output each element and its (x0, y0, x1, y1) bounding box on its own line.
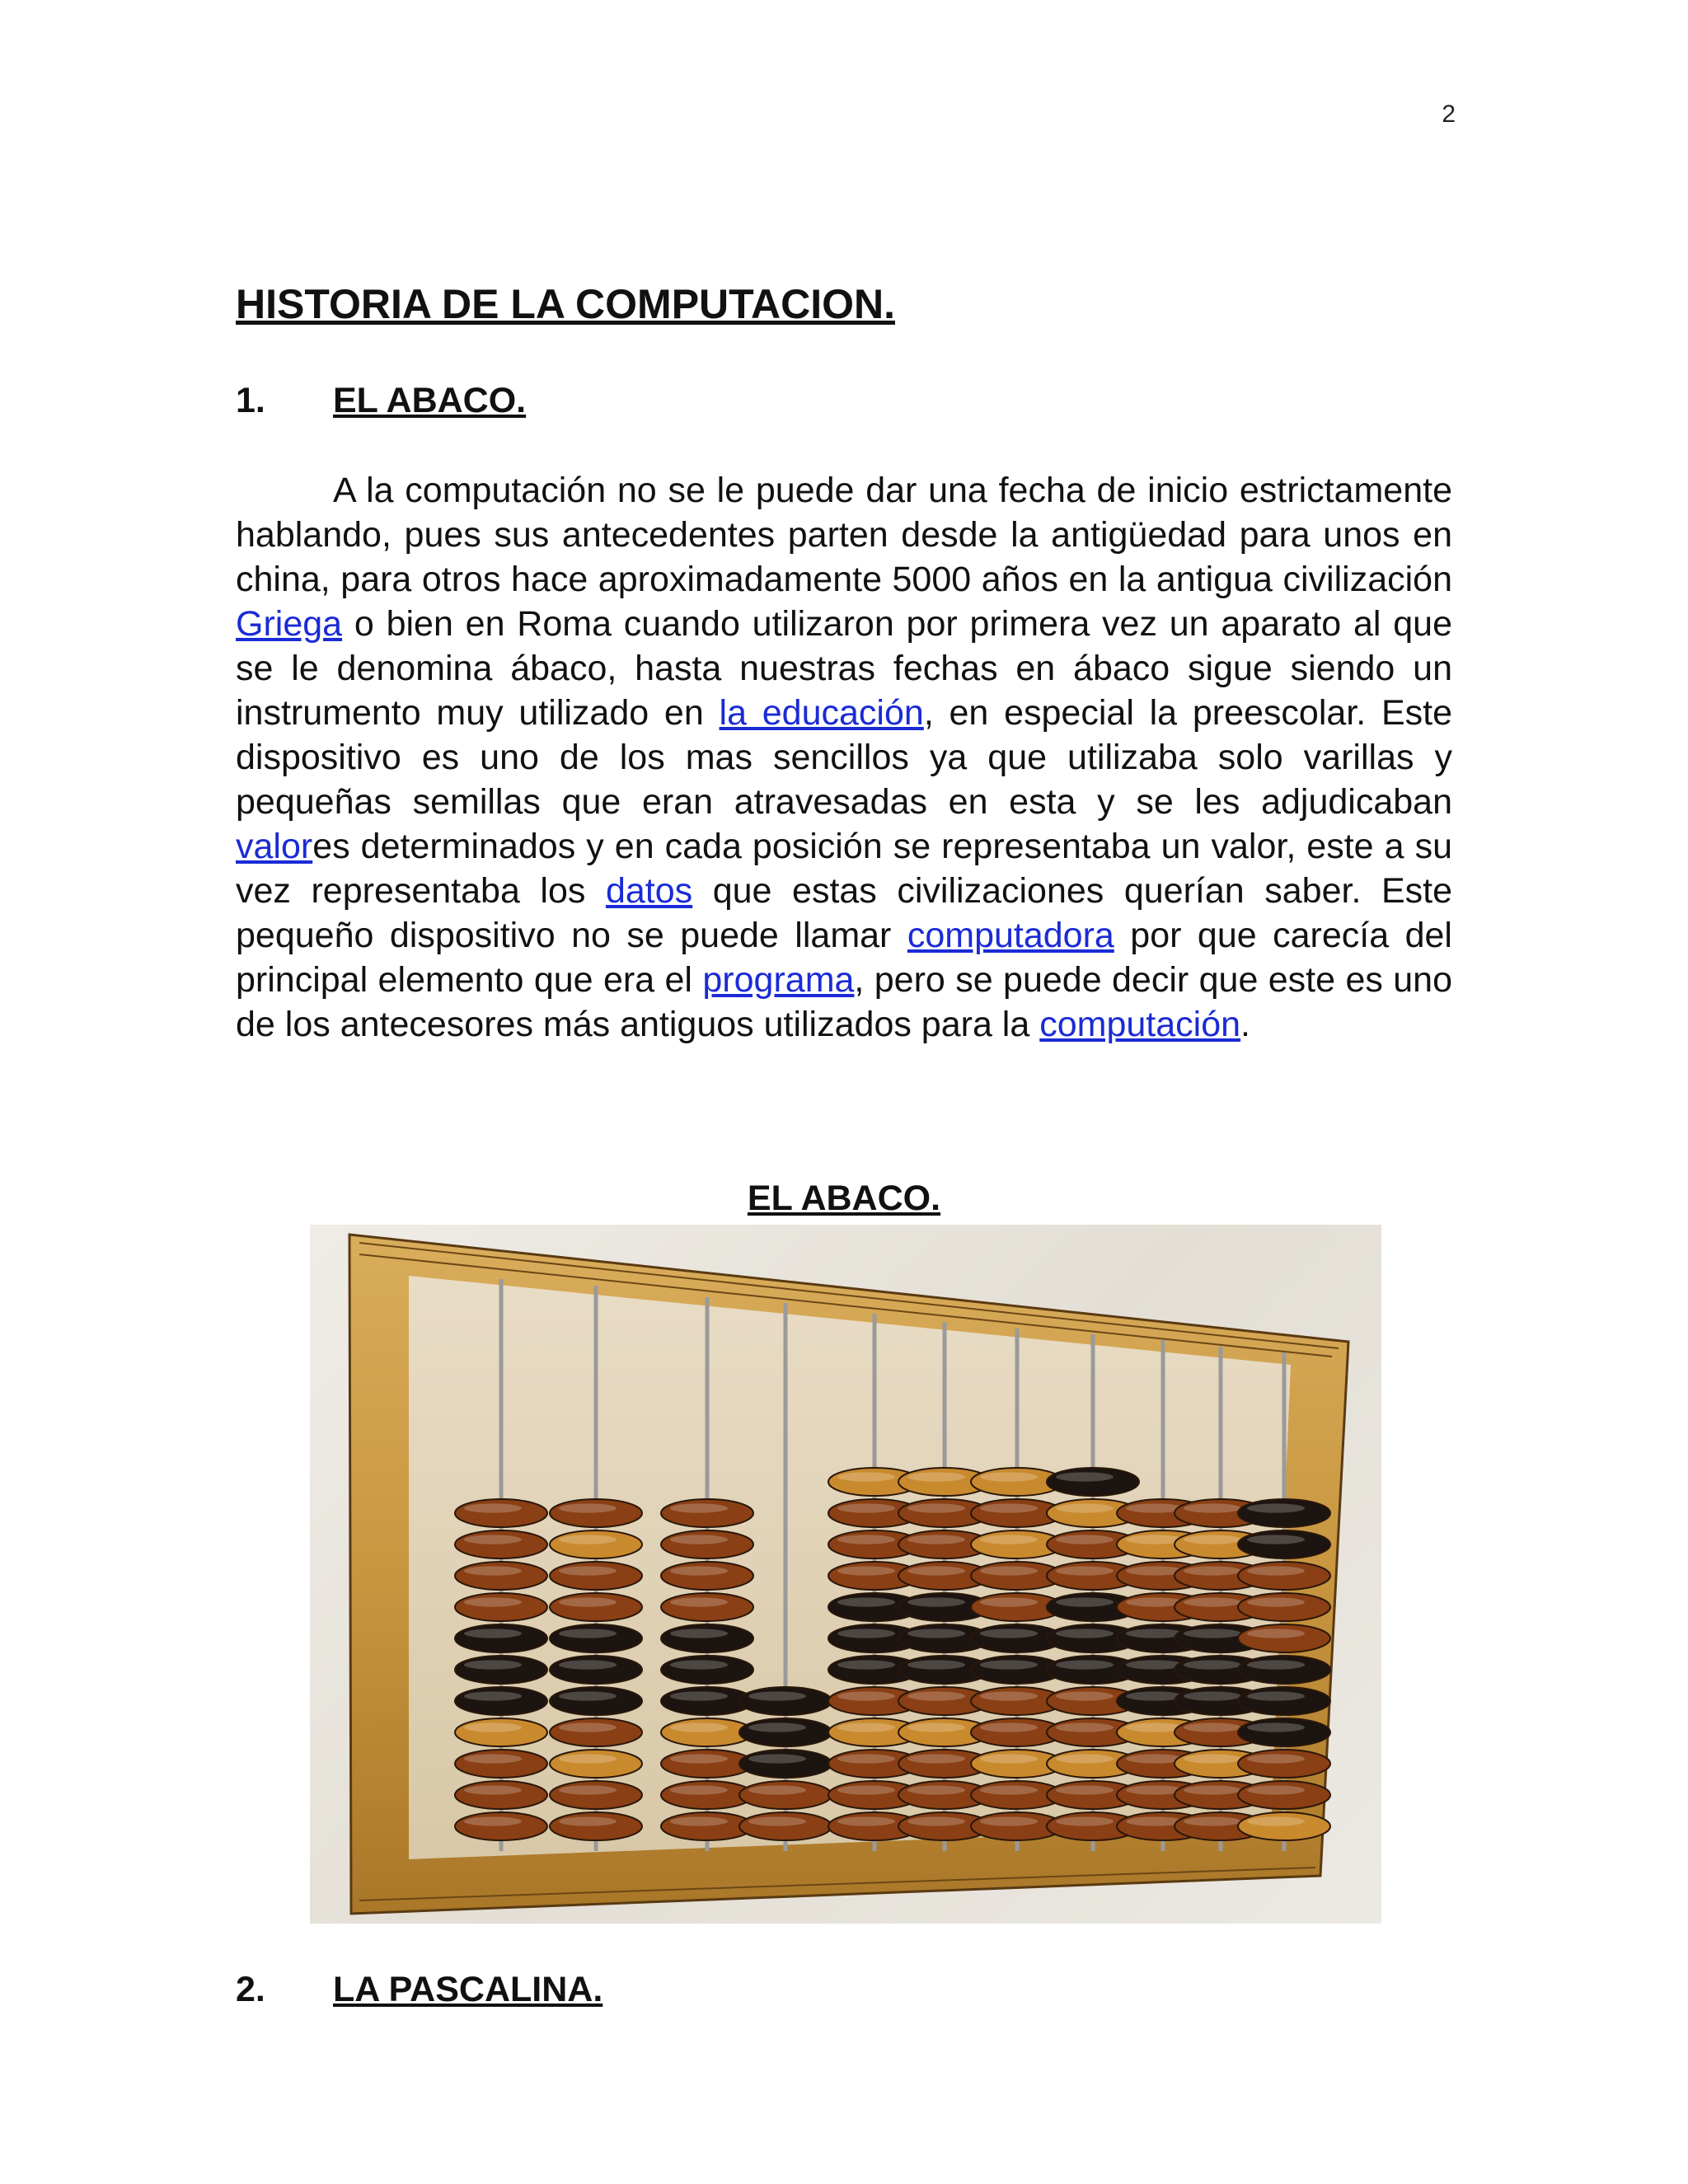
link-valor[interactable]: valor (236, 827, 313, 866)
link-programa[interactable]: programa (702, 960, 855, 1000)
abacus-bead (661, 1530, 753, 1558)
abacus-bead-highlight (1056, 1597, 1114, 1606)
abacus-bead-highlight (1056, 1472, 1114, 1481)
abacus-bead-highlight (1184, 1785, 1241, 1794)
abacus-bead-highlight (837, 1816, 895, 1825)
abacus-bead (1238, 1593, 1330, 1621)
abacus-bead-highlight (837, 1566, 895, 1575)
abacus-bead-highlight (1184, 1691, 1241, 1700)
abacus-bead-highlight (1184, 1816, 1241, 1825)
abacus-bead (1238, 1687, 1330, 1715)
abacus-bead-highlight (980, 1785, 1038, 1794)
abacus-bead-highlight (559, 1785, 617, 1794)
abacus-bead-highlight (559, 1816, 617, 1825)
abacus-bead-highlight (980, 1597, 1038, 1606)
abacus-bead-highlight (1056, 1629, 1114, 1638)
abacus-bead-highlight (980, 1722, 1038, 1732)
abacus-bead (550, 1593, 642, 1621)
abacus-bead-highlight (559, 1566, 617, 1575)
abacus-bead-highlight (1184, 1535, 1241, 1544)
abacus-bead-highlight (907, 1754, 965, 1763)
abacus-bead-highlight (670, 1629, 728, 1638)
abacus-bead (739, 1781, 832, 1809)
abacus-bead-highlight (1056, 1785, 1114, 1794)
abacus-bead-highlight (1056, 1535, 1114, 1544)
page-number: 2 (1442, 101, 1456, 128)
abacus-bead (455, 1530, 547, 1558)
abacus-bead-highlight (907, 1597, 965, 1606)
abacus-bead (550, 1562, 642, 1590)
abacus-bead-highlight (1247, 1535, 1305, 1544)
abacus-bead-highlight (464, 1660, 522, 1669)
abacus-bead-highlight (464, 1566, 522, 1575)
paragraph-text: que estas civilizaciones querían saber. Este pequeño dispositivo no se puede llamar (236, 871, 1452, 955)
abacus-bead-highlight (907, 1691, 965, 1700)
abacus-bead (661, 1562, 753, 1590)
abacus-bead-highlight (464, 1816, 522, 1825)
paragraph-text: , pero se puede decir que este es uno de los antecesores más antiguos utilizados para la (236, 960, 1452, 1044)
abacus-bead-highlight (670, 1816, 728, 1825)
abacus-bead-highlight (559, 1535, 617, 1544)
abacus-bead-highlight (837, 1754, 895, 1763)
abacus-photo (310, 1225, 1381, 1924)
abacus-bead (739, 1812, 832, 1840)
paragraph-text: o bien en Roma cuando utilizaron por primera vez un aparato al que se le denomina ábaco, hasta nuestras fechas en ábaco sigue siendo un instrumento muy utilizado en (236, 604, 1452, 733)
abacus-bead-highlight (1247, 1691, 1305, 1700)
abacus-bead-highlight (837, 1597, 895, 1606)
abacus-bead-highlight (559, 1597, 617, 1606)
paragraph-text: , en especial la preescolar. Este dispositivo es uno de los mas sencillos ya que utilizaba solo varillas y pequeñas semillas que eran atravesadas en esta y se les adjudicaban (236, 693, 1452, 822)
abacus-bead (455, 1812, 547, 1840)
figure-caption: EL ABACO. (747, 1179, 941, 1218)
abacus-bead (739, 1750, 832, 1778)
abacus-bead (455, 1593, 547, 1621)
abacus-bead-highlight (1056, 1660, 1114, 1669)
section-number: 2. (236, 1970, 265, 2009)
abacus-bead-highlight (670, 1503, 728, 1512)
abacus-bead-highlight (670, 1754, 728, 1763)
abacus-bead-highlight (1056, 1503, 1114, 1512)
abacus-bead-highlight (559, 1629, 617, 1638)
abacus-bead-highlight (980, 1754, 1038, 1763)
body-paragraph (236, 468, 1452, 1047)
abacus-bead (739, 1718, 832, 1746)
abacus-bead (455, 1562, 547, 1590)
abacus-bead-highlight (1056, 1691, 1114, 1700)
abacus-bead-highlight (670, 1691, 728, 1700)
abacus-bead (1238, 1562, 1330, 1590)
abacus-bead (550, 1499, 642, 1527)
abacus-bead (661, 1624, 753, 1652)
abacus-bead (1238, 1530, 1330, 1558)
link-griega[interactable]: Griega (236, 604, 343, 644)
abacus-bead-highlight (748, 1691, 806, 1700)
abacus-bead-highlight (1247, 1816, 1305, 1825)
abacus-bead (661, 1499, 753, 1527)
abacus-bead-highlight (837, 1535, 895, 1544)
abacus-bead (455, 1718, 547, 1746)
abacus-bead-highlight (837, 1472, 895, 1481)
abacus-bead-highlight (748, 1754, 806, 1763)
abacus-illustration (310, 1225, 1381, 1924)
abacus-bead-highlight (1247, 1503, 1305, 1512)
paragraph-text: . (1240, 1005, 1250, 1044)
abacus-bead-highlight (1056, 1566, 1114, 1575)
abacus-bead (661, 1593, 753, 1621)
abacus-bead-highlight (907, 1566, 965, 1575)
abacus-bead (1238, 1624, 1330, 1652)
section-heading-abaco (236, 381, 526, 421)
abacus-bead-highlight (559, 1722, 617, 1732)
abacus-bead-highlight (1056, 1722, 1114, 1732)
abacus-bead (550, 1718, 642, 1746)
abacus-bead-highlight (559, 1503, 617, 1512)
abacus-bead-highlight (980, 1660, 1038, 1669)
abacus-bead-highlight (907, 1503, 965, 1512)
abacus-bead (455, 1781, 547, 1809)
abacus-bead-highlight (980, 1691, 1038, 1700)
link-datos[interactable]: datos (605, 871, 693, 911)
abacus-bead-highlight (907, 1535, 965, 1544)
abacus-bead-highlight (464, 1503, 522, 1512)
abacus-bead-highlight (1247, 1785, 1305, 1794)
abacus-bead (550, 1656, 642, 1684)
abacus-bead-highlight (1184, 1597, 1241, 1606)
abacus-bead-highlight (464, 1535, 522, 1544)
abacus-bead (1238, 1656, 1330, 1684)
abacus-bead-highlight (907, 1816, 965, 1825)
abacus-bead-highlight (1184, 1503, 1241, 1512)
abacus-bead (455, 1624, 547, 1652)
abacus-bead-highlight (670, 1785, 728, 1794)
abacus-bead (550, 1750, 642, 1778)
abacus-bead-highlight (1056, 1754, 1114, 1763)
abacus-bead-highlight (837, 1691, 895, 1700)
page-title: HISTORIA DE LA COMPUTACION. (236, 281, 895, 327)
abacus-bead-highlight (907, 1722, 965, 1732)
abacus-bead (1238, 1718, 1330, 1746)
abacus-bead (550, 1812, 642, 1840)
paragraph-text: A la computación no se le puede dar una fecha de inicio estrictamente hablando, pues sus antecedentes parten desde la antigüedad para unos en china, para otros hace aproximadamente 5000 años en la antigua civilización (236, 471, 1452, 599)
abacus-bead-highlight (1184, 1660, 1241, 1669)
abacus-bead (550, 1530, 642, 1558)
abacus-bead (455, 1687, 547, 1715)
abacus-bead-highlight (1056, 1816, 1114, 1825)
abacus-bead-highlight (559, 1754, 617, 1763)
abacus-bead-highlight (1247, 1754, 1305, 1763)
abacus-bead-highlight (837, 1660, 895, 1669)
abacus-bead (455, 1656, 547, 1684)
abacus-bead-highlight (748, 1785, 806, 1794)
abacus-bead (1238, 1750, 1330, 1778)
abacus-bead-highlight (464, 1597, 522, 1606)
abacus-bead-highlight (670, 1597, 728, 1606)
abacus-bead-highlight (670, 1566, 728, 1575)
abacus-bead-highlight (670, 1660, 728, 1669)
abacus-bead (739, 1687, 832, 1715)
abacus-bead-highlight (1247, 1722, 1305, 1732)
abacus-bead-highlight (837, 1722, 895, 1732)
link-computadora[interactable]: computadora (907, 916, 1114, 955)
abacus-bead-highlight (980, 1503, 1038, 1512)
abacus-bead-highlight (1247, 1629, 1305, 1638)
abacus-bead (1238, 1781, 1330, 1809)
abacus-bead (661, 1656, 753, 1684)
abacus-bead-highlight (559, 1691, 617, 1700)
section-heading-pascalina (236, 1970, 603, 2010)
paragraph-text: por que carecía del principal elemento que era el (236, 916, 1452, 1000)
abacus-bead-highlight (907, 1472, 965, 1481)
abacus-bead (1238, 1499, 1330, 1527)
section-title: EL ABACO. (333, 381, 527, 420)
abacus-bead-highlight (1184, 1754, 1241, 1763)
section-title: LA PASCALINA. (333, 1970, 603, 2009)
abacus-bead-highlight (907, 1660, 965, 1669)
abacus-bead-highlight (670, 1722, 728, 1732)
abacus-bead (550, 1624, 642, 1652)
abacus-bead-highlight (748, 1816, 806, 1825)
abacus-bead-highlight (464, 1629, 522, 1638)
abacus-bead-highlight (980, 1535, 1038, 1544)
abacus-bead-highlight (464, 1691, 522, 1700)
abacus-bead-highlight (1184, 1722, 1241, 1732)
abacus-bead-highlight (1184, 1629, 1241, 1638)
abacus-bead-highlight (670, 1535, 728, 1544)
abacus-bead-highlight (907, 1785, 965, 1794)
section-number: 1. (236, 381, 265, 420)
abacus-bead (550, 1781, 642, 1809)
link-computacion[interactable]: computación (1039, 1005, 1241, 1044)
abacus-bead (455, 1499, 547, 1527)
abacus-bead-highlight (464, 1722, 522, 1732)
abacus-bead-highlight (748, 1722, 806, 1732)
abacus-bead (1238, 1812, 1330, 1840)
abacus-bead-highlight (980, 1472, 1038, 1481)
abacus-bead-highlight (837, 1629, 895, 1638)
abacus-bead-highlight (980, 1629, 1038, 1638)
abacus-bead-highlight (559, 1660, 617, 1669)
abacus-bead-highlight (1184, 1566, 1241, 1575)
paragraph-text: es determinados y en cada posición se representaba un valor, este a su vez representaba los (236, 827, 1452, 911)
abacus-bead-highlight (1247, 1597, 1305, 1606)
abacus-bead-highlight (837, 1503, 895, 1512)
abacus-bead-highlight (980, 1816, 1038, 1825)
abacus-bead-highlight (464, 1785, 522, 1794)
abacus-bead-highlight (1247, 1660, 1305, 1669)
abacus-bead-highlight (907, 1629, 965, 1638)
abacus-bead (1047, 1468, 1139, 1496)
link-la-educacion[interactable]: la educación (719, 693, 924, 733)
abacus-bead-highlight (980, 1566, 1038, 1575)
abacus-bead-highlight (1247, 1566, 1305, 1575)
abacus-bead-highlight (464, 1754, 522, 1763)
abacus-bead (455, 1750, 547, 1778)
abacus-bead (550, 1687, 642, 1715)
abacus-bead-highlight (837, 1785, 895, 1794)
